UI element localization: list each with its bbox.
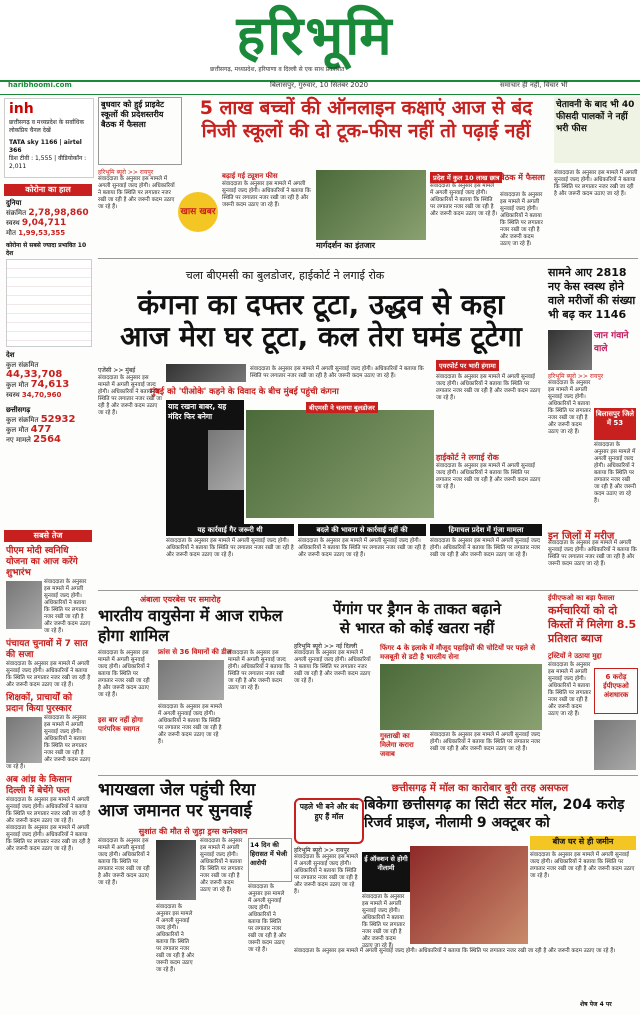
covid-body-2: संवाददाता के अनुसार इस मामले में अगली सुनवाई जल्द होगी। अधिकारियों ने बताया कि स्थिति पर लगातार नजर रखी जा रही है और जरूरी कदम उठाए जा रहे हैं। (594, 442, 636, 504)
slogan: समाचार ही नहीं, विचार भी (500, 81, 568, 89)
china-body-2: संवाददाता के अनुसार इस मामले में अगली सुनवाई जल्द होगी। अधिकारियों ने बताया कि स्थिति पर लगातार नजर रखी जा रही है और जरूरी कदम उठाए जा रहे हैं। (430, 732, 541, 752)
mall-body-2: संवाददाता के अनुसार इस मामले में अगली सुनवाई जल्द होगी। अधिकारियों ने बताया कि स्थिति पर लगातार नजर रखी जा रही है और जरूरी कदम उठाए जा रहे हैं। (362, 894, 405, 949)
china-subhead: फिंगर 4 के इलाके में मौजूद पहाड़ियों की चोटियों पर पहले से मजबूती से डटी है भारतीय सेना (380, 644, 536, 661)
byline: हरिभूमि ब्यूरो >> रायपुर (98, 169, 154, 176)
story-body: संवाददाता के अनुसार इस मामले में अगली सुनवाई जल्द होगी। अधिकारियों ने बताया कि स्थिति पर लगातार नजर रखी जा रही है और जरूरी कदम उठाए जा रहे हैं। (6, 715, 91, 770)
bar3-body: संवाददाता के अनुसार इस मामले में अगली सुनवाई जल्द होगी। अधिकारियों ने बताया कि स्थिति पर लगातार नजर रखी जा रही है और जरूरी कदम उठाए जा रहे हैं। (430, 538, 541, 558)
kangana-story-body: संवाददाता के अनुसार इस मामले में अगली सुनवाई जल्द होगी। अधिकारियों ने बताया कि स्थिति पर लगातार नजर रखी जा रही है और जरूरी कदम उठाए जा रहे हैं। (98, 375, 162, 416)
epfo-body: संवाददाता के अनुसार इस मामले में अगली सुनवाई जल्द होगी। अधिकारियों ने बताया कि स्थिति पर लगातार नजर रखी जा रही है और जरूरी कदम उठाए जा रहे हैं। (548, 662, 591, 717)
schools-side-box: बुधवार को हुई प्राइवेट स्कूलों की प्रदेशस्तरीय बैठक में फैसला (98, 97, 182, 165)
befitting-reply-box: गुस्ताखी का मिलेगा करारा जवाब (380, 732, 414, 758)
ad-channels: TATA sky 1166 | airtel 366 (9, 139, 82, 154)
dateline: बिलासपुर, गुरुवार, 10 सितंबर 2020 (270, 81, 369, 89)
byline: हरिभूमि ब्यूरो >> रायपुर (294, 847, 350, 854)
custody-box: 14 दिन की हिरासत में भेजी आरोपी (248, 838, 292, 882)
bulldozer-photo (246, 410, 434, 518)
fee-warning-box: चेतावनी के बाद भी 40 फीसदी पालकों ने नहीं भरी फीस (554, 97, 640, 163)
riya-body-4: संवाददाता के अनुसार इस मामले में अगली सुनवाई जल्द होगी। अधिकारियों ने बताया कि स्थिति पर लगातार नजर रखी जा रही है और जरूरी कदम उठाए जा रहे हैं। (248, 884, 287, 953)
kangana-headline-1[interactable]: कंगना का दफ्तर टूटा, उद्धव से कहा (137, 288, 505, 321)
rafale-jet-photo (158, 660, 224, 700)
riya-body: संवाददाता के अनुसार इस मामले में अगली सुनवाई जल्द होगी। अधिकारियों ने बताया कि स्थिति पर लगातार नजर रखी जा रही है और जरूरी कदम उठाए जा रहे हैं। (98, 838, 150, 886)
kangana-portrait (208, 430, 244, 490)
modi-photo (6, 581, 42, 629)
top10-label: कोरोना से सबसे ज्यादा प्रभावित 10 देश (6, 242, 87, 257)
airport-body: संवाददाता के अनुसार इस मामले में अगली सुनवाई जल्द होगी। अधिकारियों ने बताया कि स्थिति पर लगातार नजर रखी जा रही है और जरूरी कदम उठाए जा रहे हैं। (436, 374, 541, 401)
ad-phone: डिश टीवी : 1,555 | वीडियोकॉन : 2,011 (9, 155, 87, 170)
stat-row: कुल संक्रमित 44,33,708 (6, 361, 63, 380)
unnecessary-action-bar: यह कार्रवाई गैर जरूरी थी (166, 524, 294, 536)
story-title[interactable]: पंचायत चुनावों में 7 सात की सजा (6, 639, 88, 660)
riya-body-3: संवाददाता के अनुसार इस मामले में अगली सुनवाई जल्द होगी। अधिकारियों ने बताया कि स्थिति पर लगातार नजर रखी जा रही है और जरूरी कदम उठाए जा रहे हैं। (200, 838, 243, 893)
corona-stats (6, 199, 92, 445)
kangana-kicker: चला बीएमसी का बुलडोजर, हाईकोर्ट ने लगाई रोक (185, 269, 385, 282)
inh-logo: inh (9, 101, 34, 117)
tuition-fee-body: संवाददाता के अनुसार इस मामले में अगली सुनवाई जल्द होगी। अधिकारियों ने बताया कि स्थिति पर लगातार नजर रखी जा रही है और जरूरी कदम उठाए जा रहे हैं। (222, 181, 311, 208)
top10-table (6, 259, 92, 347)
epfo-members-box: 6 करोड़ ईपीएफओ अंशधारक (594, 668, 638, 714)
rafale-kicker: अंबाला एयरबेस पर समारोह (140, 595, 221, 604)
story-title[interactable]: अब आंध्र के किसान दिल्ली में बेचेंगे फल (6, 775, 72, 796)
section-divider (98, 258, 638, 259)
riya-subhead: सुशांत की मौत से जुड़ा ड्रग्स कनेक्शन (138, 827, 248, 836)
online-class-photo (316, 170, 426, 240)
riya-body-2: संवाददाता के अनुसार इस मामले में अगली सुनवाई जल्द होगी। अधिकारियों ने बताया कि स्थिति पर लगातार नजर रखी जा रही है और जरूरी कदम उठाए जा रहे हैं। (156, 904, 195, 973)
mall-body: संवाददाता के अनुसार इस मामले में अगली सुनवाई जल्द होगी। अधिकारियों ने बताया कि स्थिति पर लगातार नजर रखी जा रही है और जरूरी कदम उठाए जा रहे हैं। (294, 854, 359, 895)
city-center-mall-photo (410, 846, 528, 944)
masthead-tagline: छत्तीसगढ़, मध्यप्रदेश, हरियाणा व दिल्ली से एक साथ प्रकाशित (210, 66, 345, 73)
army-truck-photo (380, 664, 542, 730)
stat-row: मौत 1,99,53,355 (6, 229, 66, 237)
no-welcome-box: इस बार नहीं होगा पारंपरिक स्वागत (98, 716, 143, 733)
continued-label: शेष पेज 4 पर (580, 1001, 612, 1008)
schools-headline-1[interactable]: 5 लाख बच्चों की ऑनलाइन कक्षाएं आज से बंद (199, 97, 533, 119)
newspaper-logo: हरिभूमि (236, 4, 394, 67)
section-divider (98, 590, 638, 591)
photo-caption: मार्गदर्शन का इंतजार (316, 241, 376, 250)
riya-headline[interactable]: भायखला जेल पहुंची रिया आज जमानत पर सुनवाई (98, 780, 256, 821)
hc-stay-body: संवाददाता के अनुसार इस मामले में अगली सुनवाई जल्द होगी। अधिकारियों ने बताया कि स्थिति पर लगातार नजर रखी जा रही है और जरूरी कदम उठाए जा रहे हैं। (436, 463, 541, 490)
meeting-decision-body: संवाददाता के अनुसार इस मामले में अगली सुनवाई जल्द होगी। अधिकारियों ने बताया कि स्थिति पर लगातार नजर रखी जा रही है और जरूरी कदम उठाए जा रहे हैं। (500, 192, 543, 247)
bar2-body: संवाददाता के अनुसार इस मामले में अगली सुनवाई जल्द होगी। अधिकारियों ने बताया कि स्थिति पर लगातार नजर रखी जा रही है और जरूरी कदम उठाए जा रहे हैं। (298, 538, 426, 558)
babar-quote: याद रखना बाबर, यह मंदिर फिर बनेगा (168, 402, 227, 421)
districts-title: इन जिलों में मरीज (548, 531, 615, 542)
rafale-deal-body: संवाददाता के अनुसार इस मामले में अगली सुनवाई जल्द होगी। अधिकारियों ने बताया कि स्थिति पर लगातार नजर रखी जा रही है और जरूरी कदम उठाए जा रहे हैं। (158, 704, 223, 745)
epfo-headline[interactable]: कर्मचारियों को दो किस्तों में मिलेगा 8.5 प्रतिशत ब्याज (548, 604, 637, 645)
section-divider (98, 775, 638, 776)
rafale-body-2: संवाददाता के अनुसार इस मामले में अगली सुनवाई जल्द होगी। अधिकारियों ने बताया कि स्थिति पर लगातार नजर रखी जा रही है और जरूरी कदम उठाए जा रहे हैं। (228, 650, 290, 691)
india-label: देश (6, 351, 15, 359)
byline: हरिभूमि ब्यूरो >> नई दिल्ली (294, 643, 358, 650)
stat-row: नए मामले 2564 (6, 434, 61, 445)
site-url[interactable]: haribhoomi.com (8, 81, 72, 89)
epfo-kicker: ईपीएफओ का बड़ा फैसला (548, 594, 615, 602)
fee-warning-body: संवाददाता के अनुसार इस मामले में अगली सुनवाई जल्द होगी। अधिकारियों ने बताया कि स्थिति पर लगातार नजर रखी जा रही है और जरूरी कदम उठाए जा रहे हैं। (554, 170, 638, 197)
land-box-body: संवाददाता के अनुसार इस मामले में अगली सुनवाई जल्द होगी। अधिकारियों ने बताया कि स्थिति पर लगातार नजर रखी जा रही है और जरूरी कदम उठाए जा रहे हैं। (530, 852, 635, 879)
khas-khabar-badge: खास खबर (178, 192, 218, 232)
stat-row: संक्रमित 2,78,98,860 (6, 208, 89, 218)
total-students-body: संवाददाता के अनुसार इस मामले में अगली सुनवाई जल्द होगी। अधिकारियों ने बताया कि स्थिति पर लगातार नजर रखी जा रही है और जरूरी कदम उठाए जा रहे हैं। (430, 183, 498, 217)
china-headline-1[interactable]: पेंगांग पर ड्रैगन के ताकत बढ़ाने (332, 600, 502, 618)
districts-list: संवाददाता के अनुसार इस मामले में अगली सुनवाई जल्द होगी। अधिकारियों ने बताया कि स्थिति पर लगातार नजर रखी जा रही है और जरूरी कदम उठाए जा रहे हैं। (548, 540, 637, 567)
kangana-headline-2[interactable]: आज मेरा घर टूटा, कल तेरा घमंड टूटेगा (120, 320, 522, 353)
story-body: संवाददाता के अनुसार इस मामले में अगली सुनवाई जल्द होगी। अधिकारियों ने बताया कि स्थिति पर लगातार नजर रखी जा रही है और जरूरी कदम उठाए जा रहे हैं। (44, 579, 91, 634)
rafale-headline[interactable]: भारतीय वायुसेना में आज राफेल होगा शामिल (98, 606, 283, 645)
mall-footer-body: संवाददाता के अनुसार इस मामले में अगली सुनवाई जल्द होगी। अधिकारियों ने बताया कि स्थिति पर लगातार नजर रखी जा रही है और जरूरी कदम उठाए जा रहे हैं। (294, 948, 616, 954)
stat-row: स्वस्थ 34,70,960 (6, 391, 62, 399)
rafale-body: संवाददाता के अनुसार इस मामले में अगली सुनवाई जल्द होगी। अधिकारियों ने बताया कि स्थिति पर लगातार नजर रखी जा रही है और जरूरी कदम उठाए जा रहे हैं। (98, 650, 150, 698)
world-label: दुनिया (6, 199, 22, 207)
total-students-subhead: प्रदेश में कुल 10 लाख छात्र (430, 172, 502, 183)
byline: हरिभूमि ब्यूरो >> रायपुर (548, 373, 604, 380)
left-stories (6, 546, 92, 853)
minister-photo (6, 717, 42, 763)
covid-body: संवाददाता के अनुसार इस मामले में अगली सुनवाई जल्द होगी। अधिकारियों ने बताया कि स्थिति पर लगातार नजर रखी जा रही है और जरूरी कदम उठाए जा रहे हैं। (548, 380, 591, 435)
riya-photo (156, 840, 196, 900)
mall-headline[interactable]: बिकेगा छत्तीसगढ़ का सिटी सेंटर मॉल, 204 करोड़ रिजर्व प्राइज, नीलामी 9 अक्टूबर को (364, 797, 625, 831)
story-body: संवाददाता के अनुसार इस मामले में अगली सुनवाई जल्द होगी। अधिकारियों ने बताया कि स्थिति पर लगातार नजर रखी जा रही है और जरूरी कदम उठाए जा रहे हैं। (6, 661, 91, 688)
land-box-head: बीज घर से ही जमीन (530, 836, 636, 850)
byline: एजेंसी >> मुंबई (98, 367, 136, 374)
mall-quote-bubble: पहले भी बने और बंद हुए हैं मॉल (294, 798, 364, 844)
schools-headline-2[interactable]: निजी स्कूलों की दो टूक-फीस नहीं तो पढ़ाई नहीं (201, 120, 531, 142)
story-body: संवाददाता के अनुसार इस मामले में अगली सुनवाई जल्द होगी। अधिकारियों ने बताया कि स्थिति पर लगातार नजर रखी जा रही है और जरूरी कदम उठाए जा रहे हैं। (6, 825, 91, 852)
kangana-small-photo (166, 364, 246, 382)
schools-story-body: संवाददाता के अनुसार इस मामले में अगली सुनवाई जल्द होगी। अधिकारियों ने बताया कि स्थिति पर लगातार नजर रखी जा रही है और जरूरी कदम उठाए जा रहे हैं। (98, 176, 175, 210)
airport-subhead: एयरपोर्ट पर भारी हंगामा (436, 360, 499, 371)
kangana-intro: संवाददाता के अनुसार इस मामले में अगली सुनवाई जल्द होगी। अधिकारियों ने बताया कि स्थिति पर लगातार नजर रखी जा रही है और जरूरी कदम उठाए जा रहे हैं। (250, 366, 424, 379)
hc-stay-subhead: हाईकोर्ट ने लगाई रोक (436, 453, 499, 462)
epfo-subhead: ट्रस्टियों ने उठाया मुद्दा (548, 652, 602, 660)
no-revenge-bar: बदले की भावना से कार्रवाई नहीं की (298, 524, 426, 536)
bar1-body: संवाददाता के अनुसार इस मामले में अगली सुनवाई जल्द होगी। अधिकारियों ने बताया कि स्थिति पर लगातार नजर रखी जा रही है और जरूरी कदम उठाए जा रहे हैं। (166, 538, 294, 558)
epfo-photo (594, 720, 636, 770)
story-title[interactable]: पीएम मोदी स्वनिधि योजना का आज करेंगे शुभारंभ (6, 546, 78, 578)
himachal-bar: हिमाचल प्रदेश में गूंजा मामला (430, 524, 542, 536)
stat-row: कुल संक्रमित 52932 (6, 414, 76, 425)
stat-row: कुल मौत 74,613 (6, 379, 70, 390)
e-auction-box: ई ऑक्शन से होगी नीलामी (362, 852, 410, 892)
kangana-subhead: मुंबई को 'पीओके' कहने के विवाद के बीच मुंबई पहुंची कंगना (150, 387, 339, 397)
story-title[interactable]: शिक्षकों, प्राचार्यों को प्रदान किया पुरस्कार (6, 693, 73, 714)
deaths-tag: जान गंवाने वाले (594, 331, 629, 354)
rafale-deal-subhead: फ्रांस से 36 विमानों की डील (158, 648, 232, 656)
china-body: संवाददाता के अनुसार इस मामले में अगली सुनवाई जल्द होगी। अधिकारियों ने बताया कि स्थिति पर लगातार नजर रखी जा रही है और जरूरी कदम उठाए जा रहे हैं। (294, 650, 371, 684)
cg-label: छत्तीसगढ़ (6, 406, 31, 414)
meeting-decision-subhead: बैठक में फैसला (500, 173, 545, 182)
bilaspur-count-box: बिलासपुर जिले में 53 (594, 408, 636, 440)
corona-section-head: कोरोना का हाल (4, 184, 92, 196)
stat-row: स्वस्थ 9,04,711 (6, 218, 67, 228)
hospital-photo (548, 330, 592, 370)
story-body: संवाददाता के अनुसार इस मामले में अगली सुनवाई जल्द होगी। अधिकारियों ने बताया कि स्थिति पर लगातार नजर रखी जा रही है और जरूरी कदम उठाए जा रहे हैं। (6, 797, 91, 824)
sabse-tez-head: सबसे तेज (4, 530, 92, 542)
ad-text: छत्तीसगढ़ व मध्यप्रदेश के सर्वाधिक लोकप्रिय चैनल देखें (9, 119, 85, 134)
china-headline-2[interactable]: से भारत को कोई खतरा नहीं (339, 619, 495, 637)
mall-kicker: छत्तीसगढ़ में मॉल का कारोबार बुरी तरह असफल (391, 783, 569, 794)
inh-advertisement[interactable] (4, 98, 94, 178)
tuition-fee-subhead: बढ़ाई गई ट्यूशन फीस (222, 172, 278, 180)
covid-cg-headline[interactable]: सामने आए 2818 नए केस स्वस्थ होने वाले मरीजों की संख्या भी बढ़ कर 1146 (548, 266, 636, 321)
bulldozer-caption: बीएमसी ने चलाया बुलडोजर (306, 402, 378, 413)
stat-row: कुल मौत 477 (6, 424, 52, 435)
